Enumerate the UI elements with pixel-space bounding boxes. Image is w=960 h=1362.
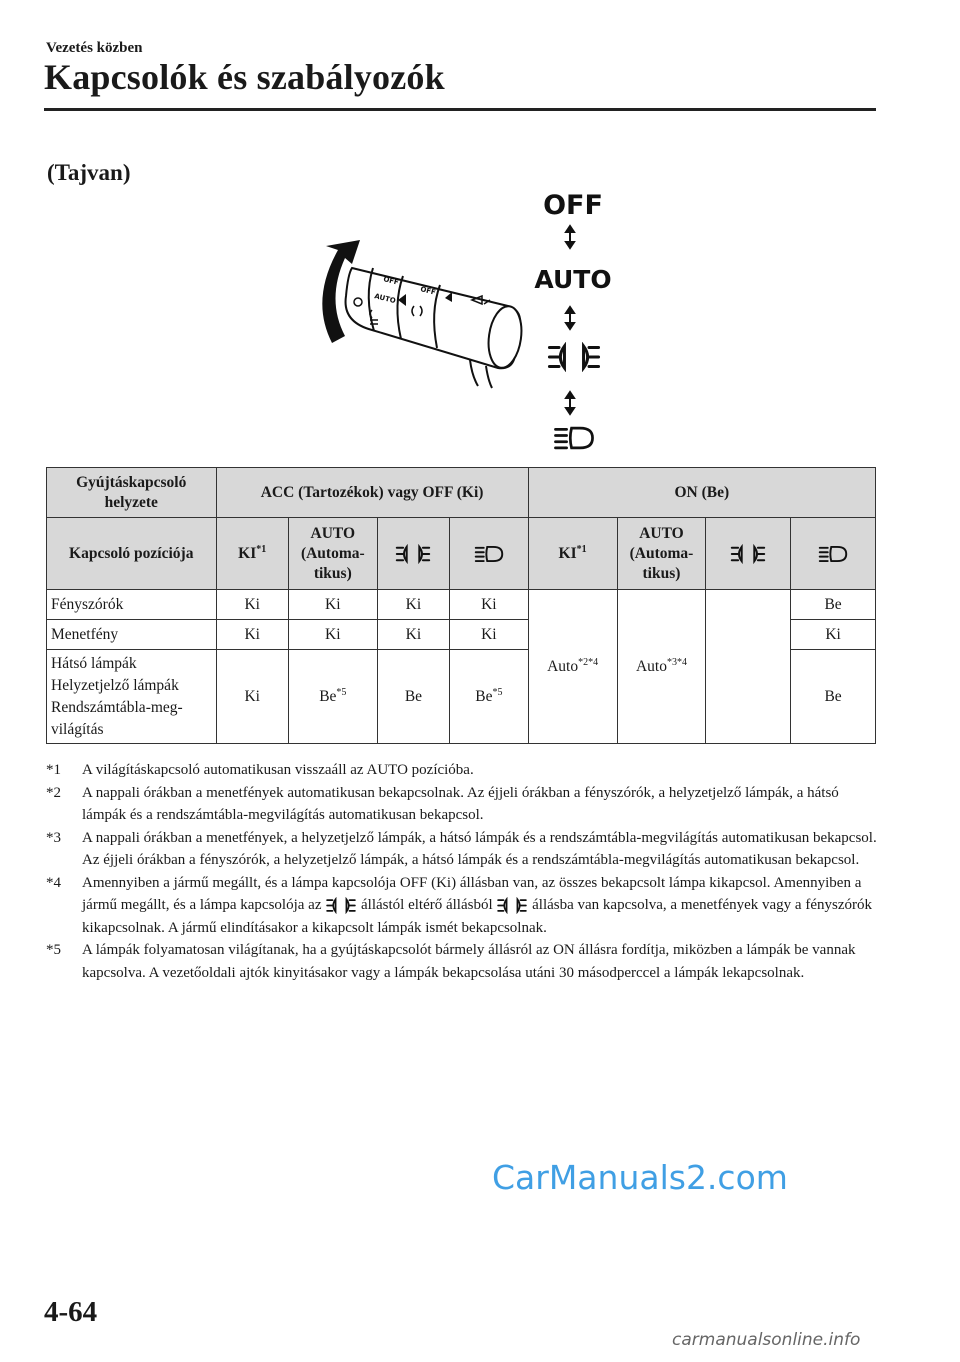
footnote-3: *3 A nappali órákban a menetfények, a helyzetjelző lámpák, a hátsó lámpák és a rendszámtábla-megvilágítás automatikusan bekapcsol. Az éjjeli órákban a fényszórók, a helyzetjelző lámpák, a hátsó lámpák és a rendszámtábla-megvilágítás automatikusan bekapcsol. [46, 829, 877, 868]
col-headlight-on [791, 518, 876, 590]
header-acc-off: ACC (Tartozékok) vagy OFF (Ki) [216, 468, 528, 518]
row-label-daytime: Menetfény [47, 620, 217, 650]
footnote-2: *2 A nappali órákban a menetfények automatikusan bekapcsolnak. Az éjjeli órákban a fényszórók, a helyzetjelző lámpák, a hátsó lámpák és a rendszámtábla-megvilágítás automatikusan bekapcsol. [46, 784, 839, 823]
table-row [47, 590, 876, 620]
cell: Ki [216, 650, 288, 744]
cell: Be$^{*5}$ [288, 650, 377, 744]
table-header-row [47, 468, 876, 518]
detent-arrow-2 [566, 307, 574, 329]
footnotes [46, 759, 880, 984]
title-divider [44, 108, 876, 111]
parking-lights-icon [325, 897, 357, 914]
lever-label-off-2: OFF [419, 285, 437, 297]
lever-label-off-1: OFF [382, 275, 400, 287]
parking-lights-icon [730, 544, 766, 564]
row-label-rear: Hátsó lámpák Helyzetjelző lámpák Rendszámtábla-meg- világítás [47, 650, 217, 744]
cell: Be$^{*5}$ [450, 650, 529, 744]
cell: Ki [791, 620, 876, 650]
watermark: CarManuals2.com [492, 1158, 788, 1197]
position-auto-label: AUTO [534, 265, 612, 294]
parking-lights-icon [549, 346, 598, 368]
headlights-icon [474, 544, 504, 564]
section-header: Vezetés közben [46, 40, 143, 56]
cell: Ki [377, 590, 449, 620]
col-auto-on: AUTO (Automa- tikus) [617, 518, 706, 590]
detent-arrow-1 [566, 226, 574, 248]
cell: Be [791, 650, 876, 744]
page-title: Kapcsolók és szabályozók [44, 57, 445, 97]
cell: Ki [450, 590, 529, 620]
col-auto-acc: AUTO (Automa- tikus) [288, 518, 377, 590]
headlights-icon [555, 428, 592, 448]
footnote-5: *5 A lámpák folyamatosan világítanak, ha a gyújtáskapcsolót bármely állásról az ON állásra fordítja, miközben a lámpák be vannak kapcsolva. A vezetőoldali ajtók kinyitásakor vagy a lámpák bekapcsolása utáni 30 másodperccel a lámpák lekapcsolnak. [46, 942, 856, 981]
col-parking-acc [377, 518, 449, 590]
light-switch-illustration [300, 180, 640, 456]
col-ki-acc: KI$^{*1}$ [216, 518, 288, 590]
source-watermark: carmanualsonline.info [672, 1330, 861, 1350]
parking-lights-icon [395, 544, 431, 564]
cell: Ki [450, 620, 529, 650]
header-switch-position: Kapcsoló pozíciója [47, 518, 217, 590]
region-heading: (Tajvan) [47, 160, 131, 185]
headlights-icon [818, 544, 848, 564]
cell: Ki [288, 590, 377, 620]
col-parking-on [706, 518, 791, 590]
position-off-label: OFF [543, 190, 603, 221]
light-operation-table [46, 467, 876, 744]
parking-lights-icon [496, 897, 528, 914]
col-headlight-acc [450, 518, 529, 590]
cell: Ki [377, 620, 449, 650]
cell: Ki [216, 590, 288, 620]
cell: Be [377, 650, 449, 744]
footnote-1: *1 A világításkapcsoló automatikusan visszaáll az AUTO pozícióba. [46, 762, 474, 778]
col-ki-on: KI$^{*1}$ [528, 518, 617, 590]
cell-auto-34: Auto$^{*3*4}$ [617, 590, 706, 744]
cell: Be [791, 590, 876, 620]
header-ignition: Gyújtáskapcsoló helyzete [47, 468, 217, 518]
detent-arrow-3 [566, 392, 574, 414]
page-number: 4-64 [44, 1296, 98, 1328]
cell-auto-24: Auto$^{*2*4}$ [528, 590, 617, 744]
lever-label-auto: AUTO [373, 292, 397, 306]
header-on: ON (Be) [528, 468, 875, 518]
cell: Ki [216, 620, 288, 650]
footnote-4: *4 Amennyiben a jármű megállt, és a lámpa kapcsolója OFF (Ki) állásban van, az összes bekapcsolt lámpa kikapcsol. Amennyiben a jármű megállt, és a lámpa kapcsolója az állástól eltérő állásból állásba van kapcsolva, a menetfények vagy a fényszórók kikapcsolnak. A jármű elindításakor a kikapcsolt lámpák ismét bekapcsolnak. [46, 874, 872, 936]
row-label-headlights: Fényszórók [47, 590, 217, 620]
cell: Ki [288, 620, 377, 650]
table-subheader-row [47, 518, 876, 590]
